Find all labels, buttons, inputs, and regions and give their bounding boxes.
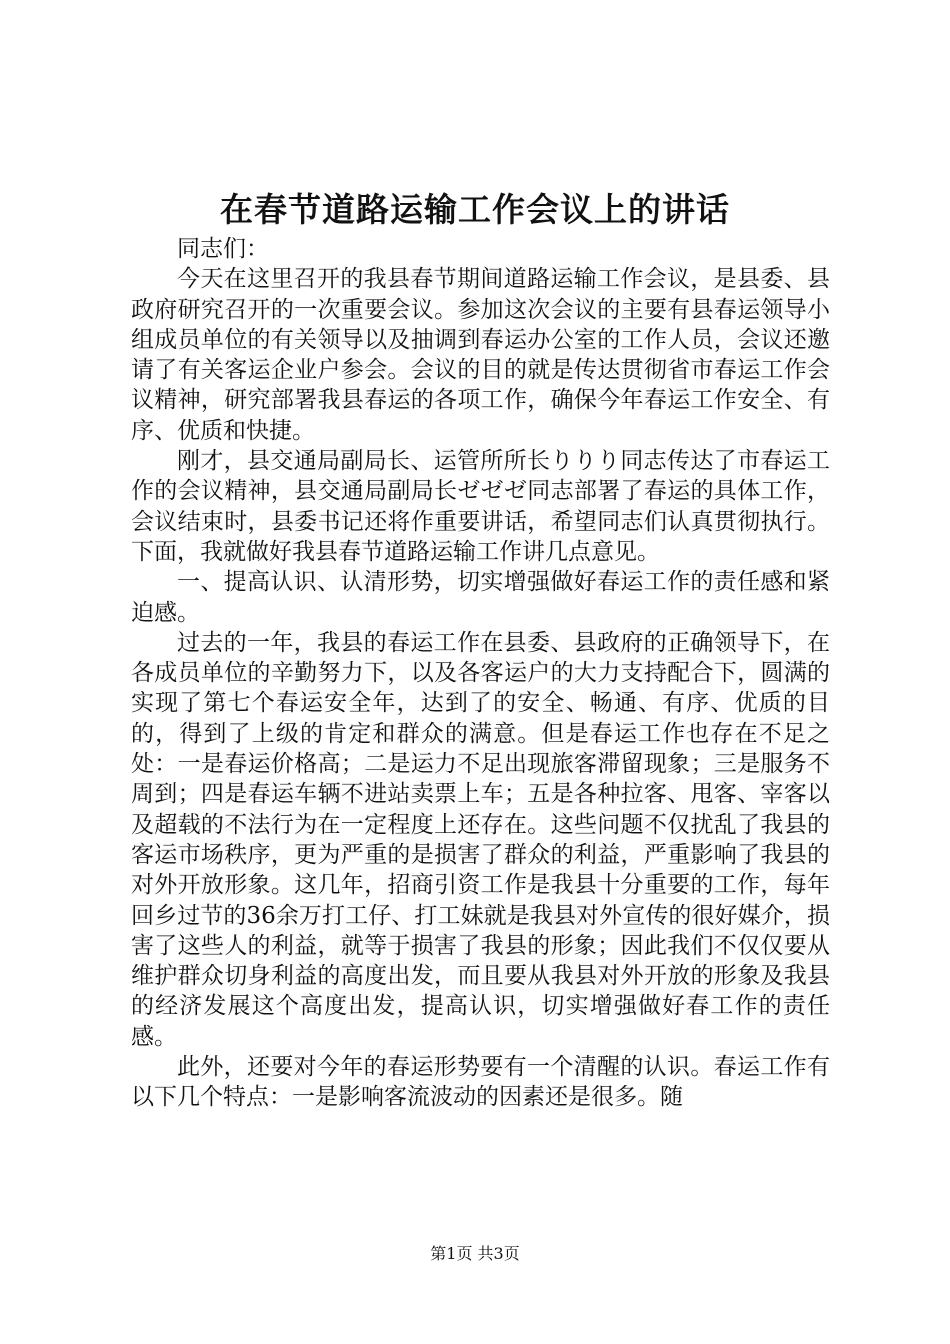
paragraph-review: 刚才，县交通局副局长、运管所所长りりり同志传达了市春运工作的会议精神，县交通局副局长ゼゼゼ同志部署了春运的具体工作，会议结束时，县委书记还将作重要讲话，希望同志们认真贯彻执行。下面，我就做好我县春节道路运输工作讲几点意见。: [131, 448, 830, 565]
paragraph-situation: 此外，还要对今年的春运形势要有一个清醒的认识。春运工作有以下几个特点：一是影响客流波动的因素还是很多。随: [131, 1054, 830, 1111]
document-body: [131, 234, 830, 1113]
document-title: 在春节道路运输工作会议上的讲话: [220, 190, 730, 229]
section-heading-1: 一、提高认识、认清形势，切实增强做好春运工作的责任感和紧迫感。: [131, 569, 830, 626]
salutation: 同志们：: [177, 236, 269, 262]
paragraph-intro: 今天在这里召开的我县春节期间道路运输工作会议，是县委、县政府研究召开的一次重要会议。参加这次会议的主要有县春运领导小组成员单位的有关领导以及抽调到春运办公室的工作人员，会议还邀请了有关客运企业户参会。会议的目的就是传达贯彻省市春运工作会议精神，研究部署我县春运的各项工作，确保今年春运工作安全、有序、优质和快捷。: [131, 266, 830, 444]
paragraph-past-year: 过去的一年，我县的春运工作在县委、县政府的正确领导下，在各成员单位的辛勤努力下，以及各客运户的大力支持配合下，圆满的实现了第七个春运安全年，达到了的安全、畅通、有序、优质的目的，得到了上级的肯定和群众的满意。但是春运工作也存在不足之处：一是春运价格高；二是运力不足出现旅客滞留现象；三是服务不周到；四是春运车辆不进站卖票上车；五是各种拉客、甩客、宰客以及超载的不法行为在一定程度上还存在。这些问题不仅扰乱了我县的客运市场秩序，更为严重的是损害了群众的利益，严重影响了我县的对外开放形象。这几年，招商引资工作是我县十分重要的工作，每年回乡过节的36余万打工仔、打工妹就是我县对外宣传的很好媒介，损害了这些人的利益，就等于损害了我县的形象；因此我们不仅仅要从维护群众切身利益的高度出发，而且要从我县对外开放的形象及我县的经济发展这个高度出发，提高认识，切实增强做好春工作的责任感。: [131, 629, 830, 1050]
page-footer: 第1页 共3页: [430, 1244, 520, 1263]
